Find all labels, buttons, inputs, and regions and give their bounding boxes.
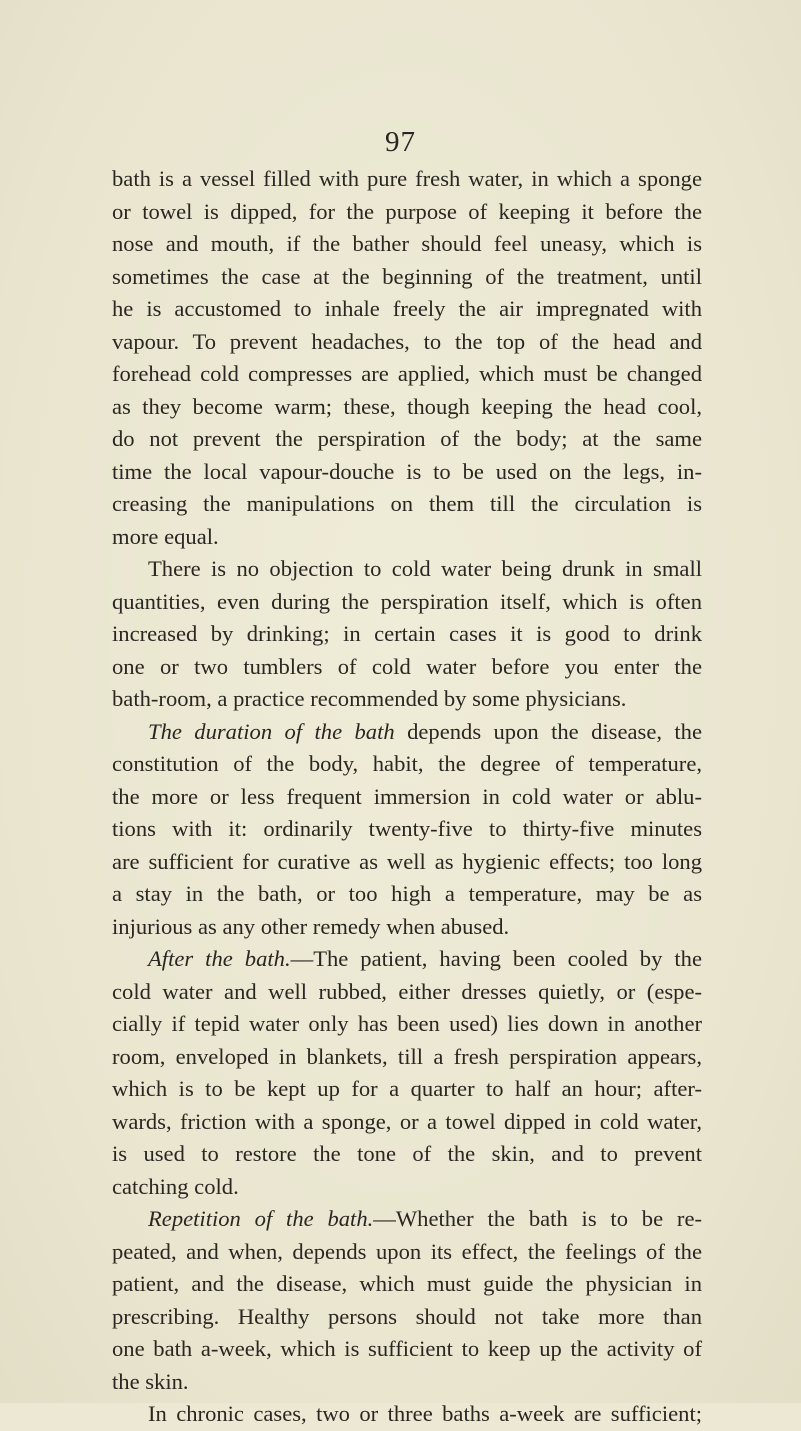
text-fragment: —The patient, having been cooled by the	[290, 946, 702, 971]
text-line	[112, 1203, 702, 1236]
text-line: catching cold.	[112, 1173, 239, 1199]
text-line: are sufficient for curative as well as hygienic effects; too long	[112, 848, 702, 874]
text-line	[112, 943, 702, 976]
text-line: time the local vapour-douche is to be used on the legs, in-	[112, 458, 702, 484]
text-fragment: —Whether the bath is to be re-	[373, 1206, 702, 1231]
text-line: he is accustomed to inhale freely the air impregnated with	[112, 296, 702, 321]
text-line: peated, and when, depends upon its effect, the feelings of the	[112, 1238, 702, 1264]
text-line: bath-room, a practice recommended by some physicians.	[112, 686, 627, 711]
text-line: more equal.	[112, 523, 219, 549]
page-number: 97	[385, 126, 416, 158]
text-line: patient, and the disease, which must guide the physician in	[112, 1271, 702, 1296]
text-line: room, enveloped in blankets, till a fresh perspiration appears,	[112, 1043, 702, 1069]
text-line: one bath a-week, which is sufficient to keep up the activity of	[112, 1336, 702, 1361]
text-line: constitution of the body, habit, the degree of temperature,	[112, 751, 702, 776]
text-line: forehead cold compresses are applied, which must be changed	[112, 361, 702, 386]
text-line: There is no objection to cold water being drunk in small	[148, 556, 702, 581]
text-line: one or two tumblers of cold water before you enter the	[112, 653, 702, 679]
text-line: the more or less frequent immersion in cold water or ablu-	[112, 783, 702, 809]
section-heading-after: After the bath.	[148, 946, 291, 971]
text-line: as they become warm; these, though keeping the head cool,	[112, 393, 702, 419]
text-line: cold water and well rubbed, either dresses quietly, or (espe-	[112, 978, 702, 1004]
text-fragment: depends upon the disease, the	[407, 718, 702, 744]
text-line: tions with it: ordinarily twenty-five to thirty-five minutes	[112, 816, 702, 841]
section-heading-duration: The duration of the bath	[148, 718, 395, 744]
text-line: a stay in the bath, or too high a temperature, may be as	[112, 881, 702, 906]
text-line: cially if tepid water only has been used) lies down in another	[112, 1011, 702, 1036]
text-line: nose and mouth, if the bather should feel uneasy, which is	[112, 231, 702, 256]
text-line: is used to restore the tone of the skin, and to prevent	[112, 1141, 702, 1166]
text-line: injurious as any other remedy when abused.	[112, 913, 510, 939]
text-line: which is to be kept up for a quarter to half an hour; after-	[112, 1076, 702, 1101]
body-text	[112, 163, 702, 1431]
text-line: prescribing. Healthy persons should not take more than	[112, 1303, 702, 1329]
section-heading-repetition: Repetition of the bath.	[148, 1206, 374, 1231]
text-line: or towel is dipped, for the purpose of keeping it before the	[112, 198, 702, 224]
text-line	[112, 716, 702, 749]
text-line: do not prevent the perspiration of the body; at the same	[112, 426, 702, 451]
text-line: sometimes the case at the beginning of the treatment, until	[112, 263, 702, 289]
text-line: quantities, even during the perspiration itself, which is often	[112, 588, 702, 614]
text-line: the skin.	[112, 1368, 189, 1394]
text-line: In chronic cases, two or three baths a-week are sufficient;	[148, 1401, 702, 1426]
text-line: creasing the manipulations on them till the circulation is	[112, 491, 702, 516]
text-line: wards, friction with a sponge, or a towel dipped in cold water,	[112, 1108, 702, 1134]
text-line: bath is a vessel filled with pure fresh water, in which a sponge	[112, 166, 702, 191]
text-line: vapour. To prevent headaches, to the top of the head and	[112, 328, 702, 354]
text-line: increased by drinking; in certain cases it is good to drink	[112, 621, 702, 646]
